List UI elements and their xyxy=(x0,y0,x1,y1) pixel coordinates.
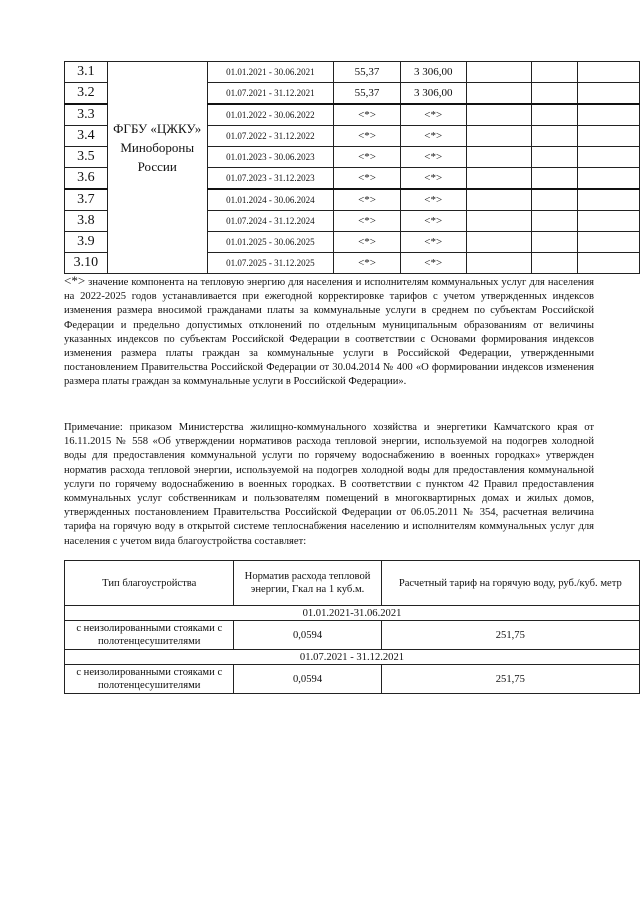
empty-cell xyxy=(577,189,639,211)
table-row xyxy=(65,62,640,83)
empty-cell xyxy=(531,232,577,253)
period: 01.07.2023 - 31.12.2023 xyxy=(207,168,334,190)
improvement-type: с неизолированными стояками с полотенцесушителями xyxy=(65,621,234,650)
period: 01.01.2024 - 30.06.2024 xyxy=(207,189,334,211)
empty-cell xyxy=(531,253,577,274)
period: 01.07.2022 - 31.12.2022 xyxy=(207,126,334,147)
value-1: <*> xyxy=(334,147,401,168)
empty-cell xyxy=(531,104,577,126)
value-2: <*> xyxy=(400,126,466,147)
organization-name: ФГБУ «ЦЖКУ» Минобороны России xyxy=(107,62,207,274)
empty-cell xyxy=(577,168,639,190)
empty-cell xyxy=(466,232,531,253)
empty-cell xyxy=(466,253,531,274)
header-type: Тип благоустройства xyxy=(65,561,234,606)
row-number: 3.4 xyxy=(65,126,108,147)
empty-cell xyxy=(577,83,639,105)
period: 01.07.2024 - 31.12.2024 xyxy=(207,211,334,232)
norm-value: 0,0594 xyxy=(234,665,381,694)
value-2: <*> xyxy=(400,253,466,274)
period: 01.07.2021 - 31.12.2021 xyxy=(207,83,334,105)
value-1: <*> xyxy=(334,253,401,274)
row-number: 3.6 xyxy=(65,168,108,190)
value-1: <*> xyxy=(334,104,401,126)
value-2: <*> xyxy=(400,104,466,126)
norm-table xyxy=(64,560,640,694)
footnote xyxy=(64,274,594,390)
empty-cell xyxy=(466,211,531,232)
row-number: 3.7 xyxy=(65,189,108,211)
period-row xyxy=(65,606,640,621)
row-number: 3.9 xyxy=(65,232,108,253)
empty-cell xyxy=(531,189,577,211)
empty-cell xyxy=(577,211,639,232)
empty-cell xyxy=(531,83,577,105)
row-number: 3.3 xyxy=(65,104,108,126)
value-1: <*> xyxy=(334,232,401,253)
empty-cell xyxy=(577,126,639,147)
value-2: <*> xyxy=(400,168,466,190)
tariff-table xyxy=(64,61,640,274)
value-1: <*> xyxy=(334,126,401,147)
value-1: <*> xyxy=(334,189,401,211)
value-2: 3 306,00 xyxy=(400,83,466,105)
empty-cell xyxy=(466,83,531,105)
empty-cell xyxy=(466,168,531,190)
empty-cell xyxy=(577,253,639,274)
row-number: 3.1 xyxy=(65,62,108,83)
period-label: 01.07.2021 - 31.12.2021 xyxy=(65,650,640,665)
empty-cell xyxy=(466,147,531,168)
row-number: 3.5 xyxy=(65,147,108,168)
value-2: <*> xyxy=(400,189,466,211)
empty-cell xyxy=(531,62,577,83)
period: 01.07.2025 - 31.12.2025 xyxy=(207,253,334,274)
tariff-value: 251,75 xyxy=(381,621,639,650)
footnote-marker: <*> xyxy=(64,273,86,288)
footnote-text: значение компонента на тепловую энергию для населения и исполнителям коммунальных услуг для населения на 2022-2025 годов устанавливается при ежегодной корректировке тарифов с учетом утвержденных индексов изменения размера вносимой гражданами платы за коммунальные услуги в среднем по субъектам Российской Федерации и предельно допустимых отклонений по отдельным муниципальным образованиям от величины указанных индексов по субъектам Российской Федерации в соответствии с Основами формирования индексов изменения размера платы граждан за коммунальные услуги в Российской Федерации, утвержденными постановлением Правительства Российской Федерации от 30.04.2014 № 400 «О формировании индексов изменения размера платы граждан за коммунальные услуги в Российской Федерации». xyxy=(64,277,594,388)
row-number: 3.2 xyxy=(65,83,108,105)
improvement-type: с неизолированными стояками с полотенцесушителями xyxy=(65,665,234,694)
empty-cell xyxy=(577,232,639,253)
table-row xyxy=(65,665,640,694)
value-1: 55,37 xyxy=(334,83,401,105)
empty-cell xyxy=(466,126,531,147)
empty-cell xyxy=(577,62,639,83)
period-label: 01.01.2021-31.06.2021 xyxy=(65,606,640,621)
table-header-row xyxy=(65,561,640,606)
empty-cell xyxy=(577,104,639,126)
header-tariff: Расчетный тариф на горячую воду, руб./куб. метр xyxy=(381,561,639,606)
value-2: <*> xyxy=(400,211,466,232)
empty-cell xyxy=(466,62,531,83)
value-1: <*> xyxy=(334,168,401,190)
empty-cell xyxy=(466,104,531,126)
value-2: 3 306,00 xyxy=(400,62,466,83)
header-norm: Норматив расхода тепловой энергии, Гкал на 1 куб.м. xyxy=(234,561,381,606)
empty-cell xyxy=(531,126,577,147)
table-row xyxy=(65,621,640,650)
row-number: 3.10 xyxy=(65,253,108,274)
value-2: <*> xyxy=(400,147,466,168)
empty-cell xyxy=(466,189,531,211)
period: 01.01.2023 - 30.06.2023 xyxy=(207,147,334,168)
tariff-value: 251,75 xyxy=(381,665,639,694)
value-1: 55,37 xyxy=(334,62,401,83)
row-number: 3.8 xyxy=(65,211,108,232)
norm-value: 0,0594 xyxy=(234,621,381,650)
empty-cell xyxy=(577,147,639,168)
value-1: <*> xyxy=(334,211,401,232)
note-paragraph: Примечание: приказом Министерства жилищно-коммунального хозяйства и энергетики Камчатского края от 16.11.2015 № 558 «Об утверждении нормативов расхода тепловой энергии, используемой на подогрев холодной воды для предоставления коммунальной услуги по горячему водоснабжению в военных городках» утвержден норматив расхода тепловой энергии, используемой на подогрев холодной воды для предоставления коммунальной услуги по горячему водоснабжению в военных городках. В соответствии с пунктом 42 Правил предоставления коммунальных услуг собственникам и пользователям помещений в многоквартирных домах и жилых домов, утвержденных постановлением Правительства Российской Федерации от 06.05.2011 № 354, расчетная величина тарифа на горячую воду в открытой системе теплоснабжения населению и исполнителям коммунальных услуг для населения с учетом вида благоустройства составляет: xyxy=(64,422,594,547)
empty-cell xyxy=(531,211,577,232)
period: 01.01.2021 - 30.06.2021 xyxy=(207,62,334,83)
period-row xyxy=(65,650,640,665)
empty-cell xyxy=(531,147,577,168)
period: 01.01.2022 - 30.06.2022 xyxy=(207,104,334,126)
value-2: <*> xyxy=(400,232,466,253)
period: 01.01.2025 - 30.06.2025 xyxy=(207,232,334,253)
empty-cell xyxy=(531,168,577,190)
